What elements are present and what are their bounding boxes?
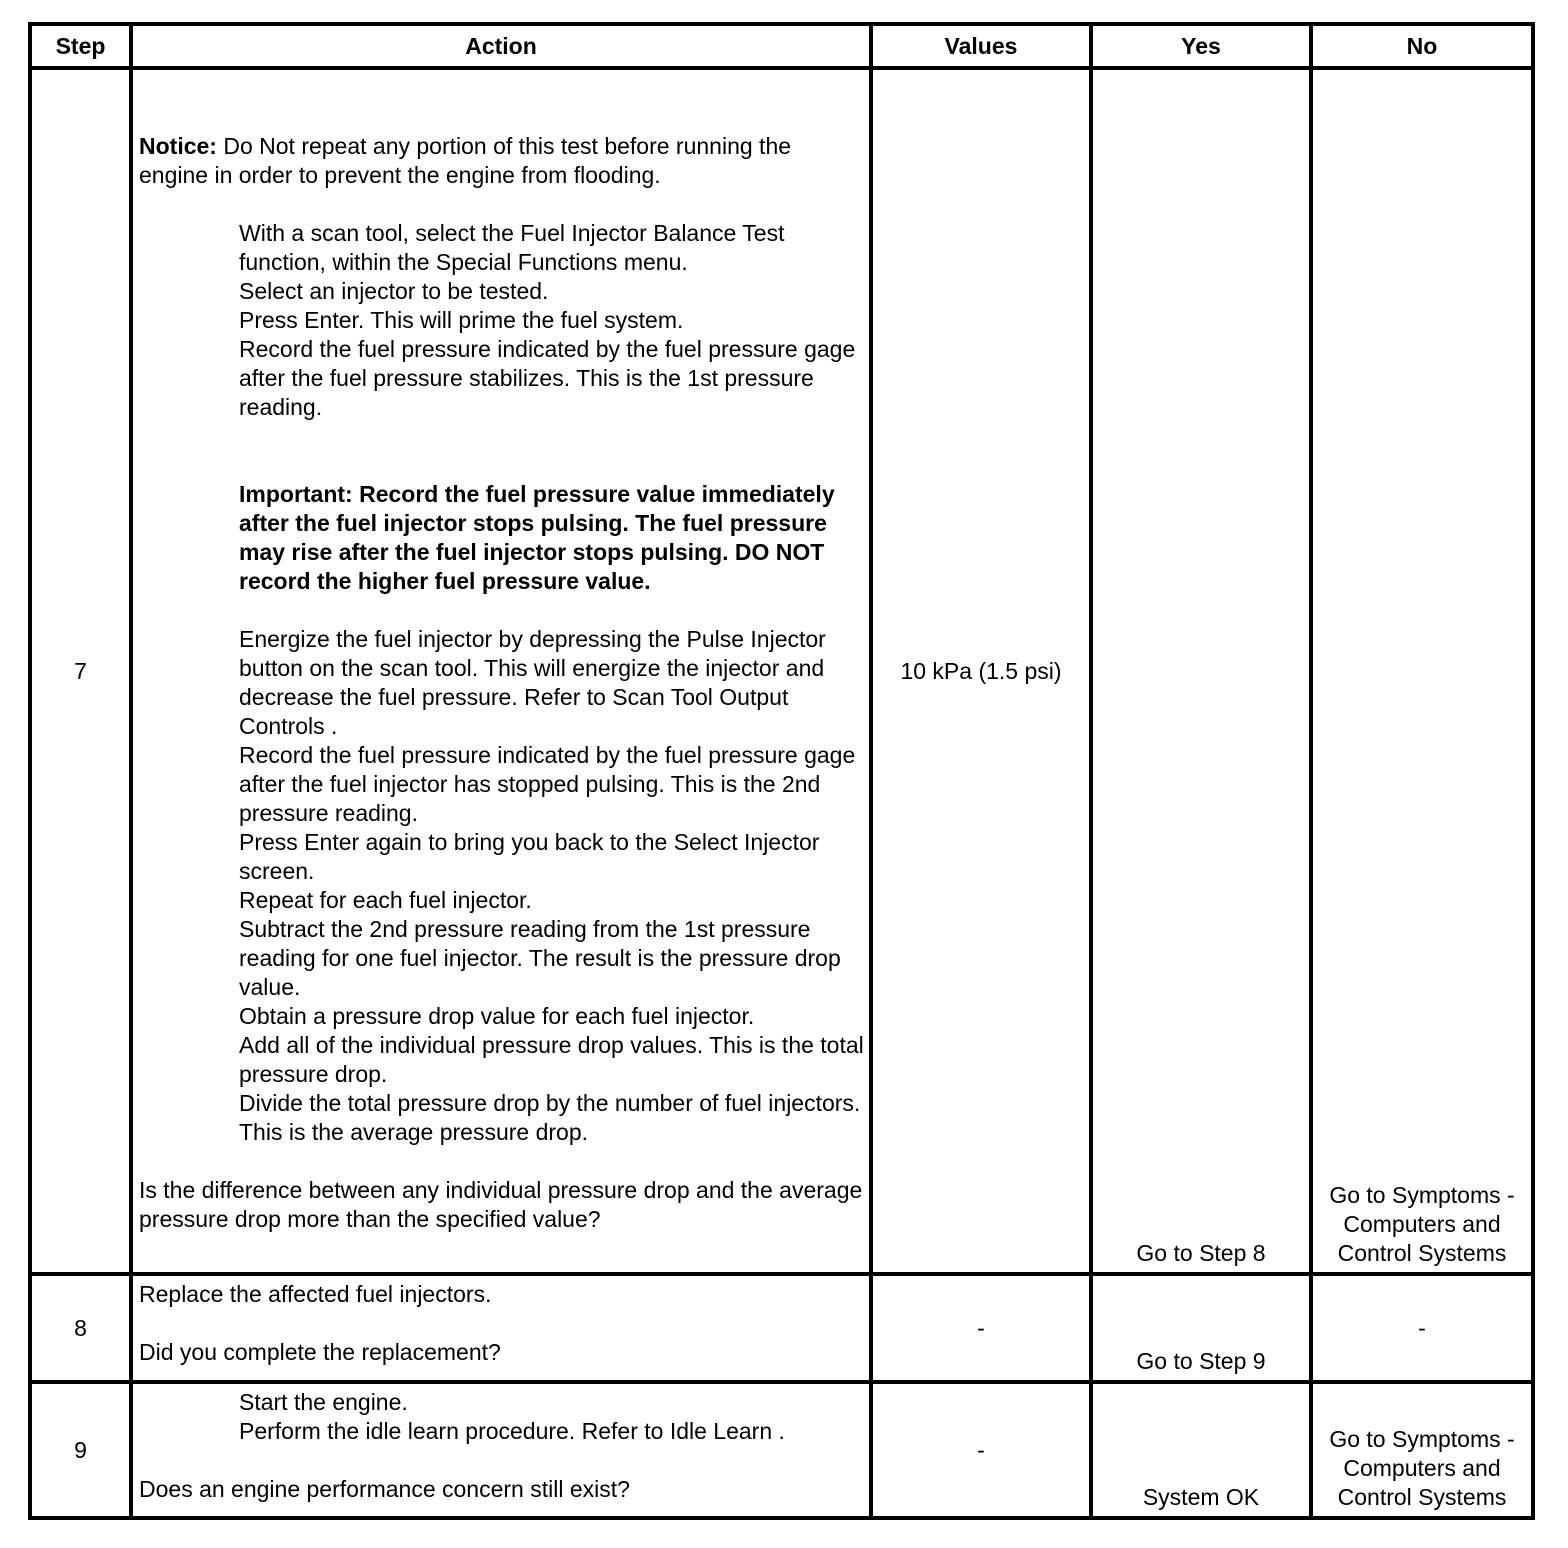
value-cell: 10 kPa (1.5 psi) (871, 68, 1091, 1274)
action-cell (131, 68, 871, 1274)
step-number: 7 (30, 68, 131, 1274)
important-note: Important: Record the fuel pressure value immediately after the fuel injector stops pulsing. The fuel pressure may rise after the fuel injector stops pulsing. DO NOT record the higher fuel pressure value. (239, 481, 835, 594)
action-line: Press Enter again to bring you back to the Select Injector screen. (239, 829, 820, 884)
action-cell (131, 1382, 871, 1518)
notice-text: Notice: Do Not repeat any portion of this test before running the engine in order to prevent the engine from flooding. (139, 133, 792, 188)
header-values: Values (871, 24, 1091, 68)
action-line: Repeat for each fuel injector. (239, 887, 532, 913)
action-line: Perform the idle learn procedure. Refer to Idle Learn . (239, 1418, 785, 1444)
value-cell: - (871, 1274, 1091, 1382)
action-line: Record the fuel pressure indicated by the fuel pressure gage after the fuel pressure stabilizes. This is the 1st pressure reading. (239, 336, 856, 420)
step-number: 9 (30, 1382, 131, 1518)
header-yes: Yes (1091, 24, 1311, 68)
table-row-step-9 (30, 1382, 1533, 1518)
header-action: Action (131, 24, 871, 68)
action-cell (131, 1274, 871, 1382)
action-line: Energize the fuel injector by depressing the Pulse Injector button on the scan tool. This will energize the injector and decrease the fuel pressure. Refer to Scan Tool Output Controls . (239, 626, 826, 739)
action-line: Obtain a pressure drop value for each fuel injector. (239, 1003, 755, 1029)
yes-cell: System OK (1091, 1382, 1311, 1518)
action-line: Replace the affected fuel injectors. (139, 1281, 492, 1307)
question-text: Is the difference between any individual pressure drop and the average pressure drop more than the specified value? (139, 1177, 863, 1232)
action-line: With a scan tool, select the Fuel Injector Balance Test function, within the Special Functions menu. (239, 220, 785, 275)
no-cell: - (1311, 1274, 1533, 1382)
action-line: Press Enter. This will prime the fuel system. (239, 307, 684, 333)
yes-cell: Go to Step 9 (1091, 1274, 1311, 1382)
question-text: Does an engine performance concern still exist? (139, 1476, 630, 1502)
value-cell: - (871, 1382, 1091, 1518)
no-cell: Go to Symptoms - Computers and Control Systems (1311, 68, 1533, 1274)
no-cell: Go to Symptoms - Computers and Control Systems (1311, 1382, 1533, 1518)
table-row-step-8 (30, 1274, 1533, 1382)
action-line: Divide the total pressure drop by the number of fuel injectors. This is the average pressure drop. (239, 1090, 861, 1145)
yes-cell: Go to Step 8 (1091, 68, 1311, 1274)
notice-label: Notice: (139, 133, 217, 159)
header-no: No (1311, 24, 1533, 68)
action-line: Subtract the 2nd pressure reading from the 1st pressure reading for one fuel injector. The result is the pressure drop value. (239, 916, 841, 1000)
action-line: Record the fuel pressure indicated by the fuel pressure gage after the fuel injector has stopped pulsing. This is the 2nd pressure reading. (239, 742, 856, 826)
header-step: Step (30, 24, 131, 68)
question-text: Did you complete the replacement? (139, 1339, 501, 1365)
diagnostic-table (28, 22, 1535, 1520)
action-line: Start the engine. (239, 1389, 408, 1415)
action-line: Select an injector to be tested. (239, 278, 549, 304)
header-row (30, 24, 1533, 68)
action-line: Add all of the individual pressure drop values. This is the total pressure drop. (239, 1032, 864, 1087)
table-row-step-7 (30, 68, 1533, 1274)
step-number: 8 (30, 1274, 131, 1382)
